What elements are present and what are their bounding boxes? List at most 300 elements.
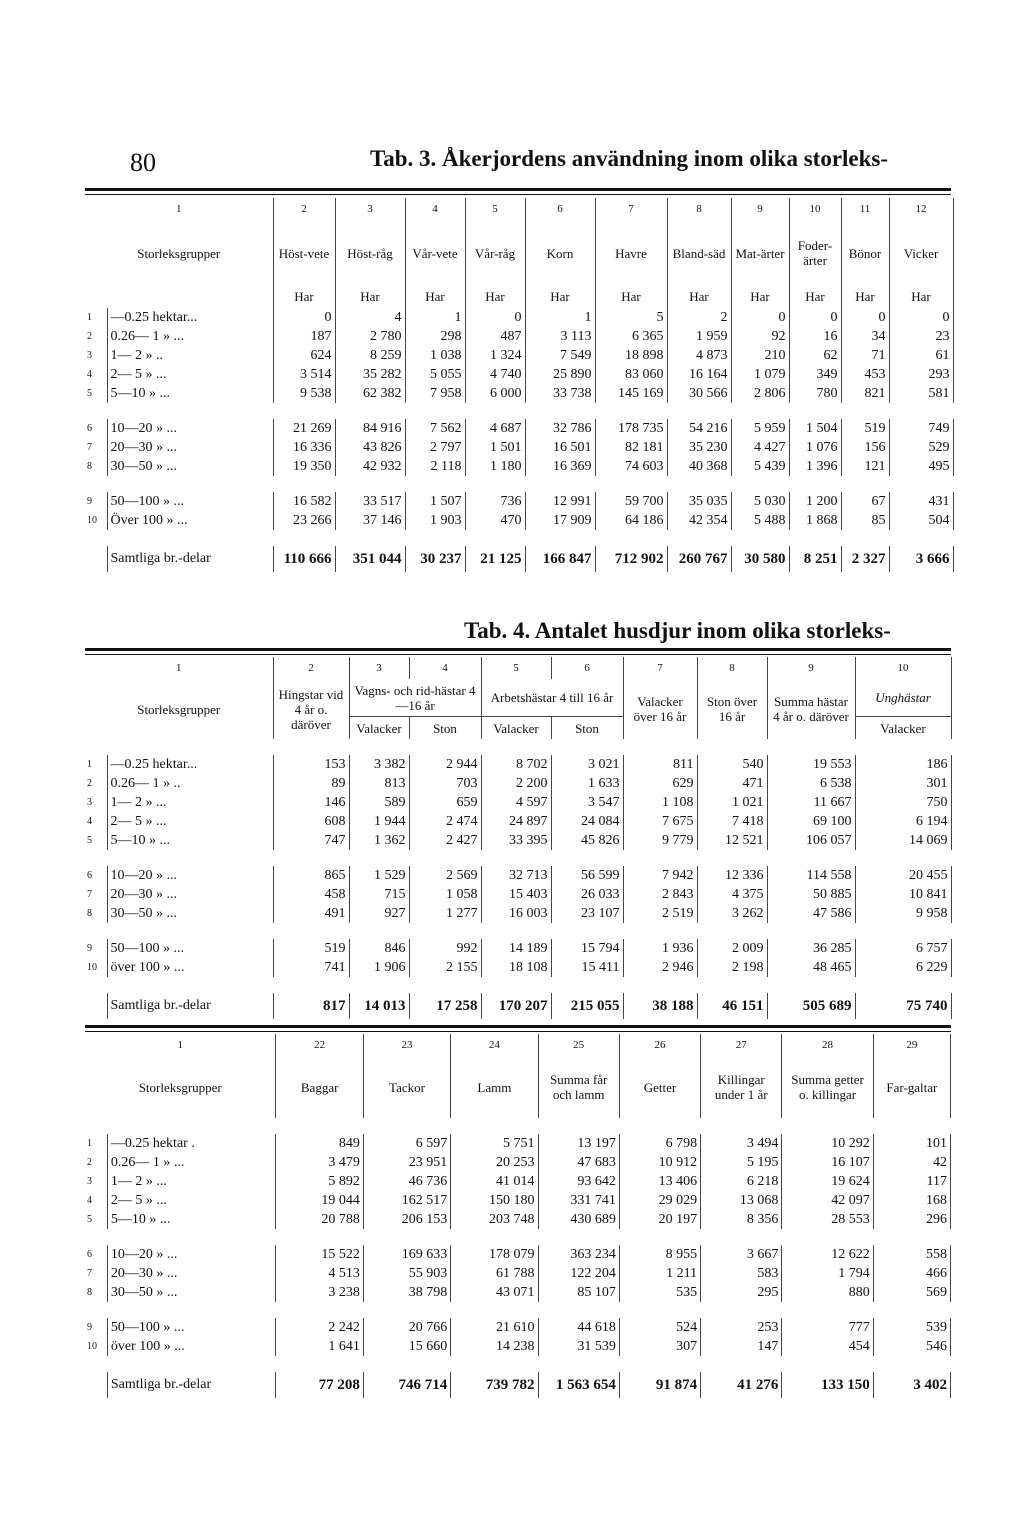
column-header: Ston över 16 år	[697, 679, 767, 739]
value-cell: 307	[619, 1337, 700, 1356]
table-row	[85, 793, 951, 812]
size-group-label: 30—50 » ...	[107, 1283, 276, 1302]
value-cell: 1 906	[349, 958, 409, 977]
value-cell: 11 667	[767, 793, 855, 812]
value-cell: 85 107	[538, 1283, 619, 1302]
value-cell: 45 826	[551, 831, 623, 850]
value-cell: 71	[841, 346, 889, 365]
value-cell: 471	[697, 774, 767, 793]
total-value: 746 714	[363, 1372, 450, 1398]
column-number: 10	[789, 198, 841, 220]
value-cell: 1	[525, 308, 595, 327]
total-row	[85, 993, 951, 1019]
value-cell: 865	[273, 866, 349, 885]
value-cell: 6 229	[855, 958, 951, 977]
row-gap	[85, 1229, 951, 1245]
row-number: 1	[85, 308, 107, 327]
value-cell: 540	[697, 755, 767, 774]
unit-spacer	[85, 286, 273, 308]
column-header: Tackor	[363, 1056, 450, 1118]
column-number: 7	[623, 657, 697, 679]
value-cell: 122 204	[538, 1264, 619, 1283]
value-cell: 16 369	[525, 457, 595, 476]
value-cell: 0	[273, 308, 335, 327]
column-number: 5	[465, 198, 525, 220]
value-cell: 3 494	[701, 1134, 782, 1153]
table-row	[85, 1245, 951, 1264]
column-header: Vår-råg	[465, 220, 525, 286]
column-header: Bland-säd	[667, 220, 731, 286]
value-cell: 32 713	[481, 866, 551, 885]
row-number: 1	[85, 1134, 107, 1153]
value-cell: 117	[873, 1172, 950, 1191]
value-cell: 145 169	[595, 384, 667, 403]
gap-cell	[85, 1229, 951, 1245]
value-cell: 9 958	[855, 904, 951, 923]
value-cell: 4 687	[465, 419, 525, 438]
value-cell: 16 164	[667, 365, 731, 384]
column-header: Baggar	[276, 1056, 363, 1118]
value-cell: 6 218	[701, 1172, 782, 1191]
row-gap	[85, 530, 953, 546]
value-cell: 736	[465, 492, 525, 511]
size-group-label: 2— 5 » ...	[107, 812, 273, 831]
value-cell: 20 197	[619, 1210, 700, 1229]
value-cell: 747	[273, 831, 349, 850]
value-cell: 7 549	[525, 346, 595, 365]
value-cell: 21 610	[451, 1318, 538, 1337]
value-cell: 15 660	[363, 1337, 450, 1356]
total-value: 30 237	[405, 546, 465, 572]
value-cell: 89	[273, 774, 349, 793]
column-header: Killingar under 1 år	[701, 1056, 782, 1118]
value-cell: 504	[889, 511, 953, 530]
column-header: Mat-ärter	[731, 220, 789, 286]
gap-cell	[85, 739, 951, 755]
table3-title: Tab. 3. Åkerjordens användning inom olika storleks-	[370, 146, 889, 171]
value-cell: 519	[841, 419, 889, 438]
value-cell: 2 797	[405, 438, 465, 457]
value-cell: 210	[731, 346, 789, 365]
value-cell: 84 916	[335, 419, 405, 438]
size-group-label: 5—10 » ...	[107, 831, 273, 850]
value-cell: 0	[465, 308, 525, 327]
value-cell: 811	[623, 755, 697, 774]
total-value: 505 689	[767, 993, 855, 1019]
value-cell: 206 153	[363, 1210, 450, 1229]
column-header: Valacker över 16 år	[623, 679, 697, 739]
column-number: 24	[451, 1034, 538, 1056]
row-gap	[85, 850, 951, 866]
column-header: Summa getter o. killingar	[782, 1056, 873, 1118]
value-cell: 558	[873, 1245, 950, 1264]
value-cell: 2 118	[405, 457, 465, 476]
column-number: 4	[409, 657, 481, 679]
table3-top-rule	[85, 188, 951, 191]
size-group-label: 0.26— 1 » ..	[107, 774, 273, 793]
unit-label: Har	[889, 286, 953, 308]
size-group-label: 20—30 » ...	[107, 438, 273, 457]
size-group-label: 30—50 » ...	[107, 457, 273, 476]
value-cell: 48 465	[767, 958, 855, 977]
gap-cell	[85, 850, 951, 866]
total-value: 215 055	[551, 993, 623, 1019]
size-group-label: Över 100 » ...	[107, 511, 273, 530]
table-row	[85, 904, 951, 923]
value-cell: 18 108	[481, 958, 551, 977]
table-row	[85, 308, 953, 327]
value-cell: 749	[889, 419, 953, 438]
value-cell: 1 501	[465, 438, 525, 457]
table-row	[85, 755, 951, 774]
value-cell: 4 375	[697, 885, 767, 904]
value-cell: 2 519	[623, 904, 697, 923]
value-cell: 9 779	[623, 831, 697, 850]
column-header: Korn	[525, 220, 595, 286]
value-cell: 6 757	[855, 939, 951, 958]
size-group-label: 10—20 » ...	[107, 419, 273, 438]
table-row	[85, 1153, 951, 1172]
column-number: 29	[873, 1034, 950, 1056]
value-cell: 624	[273, 346, 335, 365]
value-cell: 2 946	[623, 958, 697, 977]
value-cell: 7 675	[623, 812, 697, 831]
table-row	[85, 885, 951, 904]
value-cell: 186	[855, 755, 951, 774]
value-cell: 13 197	[538, 1134, 619, 1153]
gap-cell	[85, 476, 953, 492]
table-row	[85, 1134, 951, 1153]
value-cell: 5 030	[731, 492, 789, 511]
size-group-label: —0.25 hektar...	[107, 308, 273, 327]
value-cell: 821	[841, 384, 889, 403]
value-cell: 24 897	[481, 812, 551, 831]
value-cell: 813	[349, 774, 409, 793]
table-row	[85, 457, 953, 476]
column-header: Vagns- och rid-hästar 4—16 år	[349, 679, 481, 717]
value-cell: 6 000	[465, 384, 525, 403]
row-number: 8	[85, 457, 107, 476]
value-cell: 62 382	[335, 384, 405, 403]
gap-cell	[85, 403, 953, 419]
value-cell: 3 547	[551, 793, 623, 812]
value-cell: 880	[782, 1283, 873, 1302]
size-group-label: 20—30 » ...	[107, 885, 273, 904]
value-cell: 524	[619, 1318, 700, 1337]
value-cell: 2 474	[409, 812, 481, 831]
size-group-label: 10—20 » ...	[107, 866, 273, 885]
value-cell: 42	[873, 1153, 950, 1172]
table-row	[85, 1210, 951, 1229]
column-number: 28	[782, 1034, 873, 1056]
size-group-label: —0.25 hektar .	[107, 1134, 276, 1153]
value-cell: 849	[276, 1134, 363, 1153]
value-cell: 162 517	[363, 1191, 450, 1210]
size-group-label: 0.26— 1 » ...	[107, 1153, 276, 1172]
value-cell: 41 014	[451, 1172, 538, 1191]
value-cell: 187	[273, 327, 335, 346]
value-cell: 82 181	[595, 438, 667, 457]
size-group-label: 50—100 » ...	[107, 1318, 276, 1337]
page-number: 80	[130, 148, 156, 177]
table-row	[85, 346, 953, 365]
value-cell: 92	[731, 327, 789, 346]
value-cell: 12 336	[697, 866, 767, 885]
value-cell: 83 060	[595, 365, 667, 384]
row-gap	[85, 403, 953, 419]
table3-top-rule-2	[85, 194, 951, 195]
gap-cell	[85, 1118, 951, 1134]
value-cell: 13 406	[619, 1172, 700, 1191]
value-cell: 5 959	[731, 419, 789, 438]
value-cell: 6 597	[363, 1134, 450, 1153]
total-value: 38 188	[623, 993, 697, 1019]
value-cell: 17 909	[525, 511, 595, 530]
column-header: Summa hästar 4 år o. däröver	[767, 679, 855, 739]
value-cell: 178 079	[451, 1245, 538, 1264]
value-cell: 168	[873, 1191, 950, 1210]
value-cell: 3 667	[701, 1245, 782, 1264]
column-number: 10	[855, 657, 951, 679]
unit-label: Har	[405, 286, 465, 308]
value-cell: 703	[409, 774, 481, 793]
value-cell: 15 403	[481, 885, 551, 904]
value-cell: 331 741	[538, 1191, 619, 1210]
value-cell: 31 539	[538, 1337, 619, 1356]
column-header: Bönor	[841, 220, 889, 286]
value-cell: 12 622	[782, 1245, 873, 1264]
unit-label: Har	[667, 286, 731, 308]
value-cell: 69 100	[767, 812, 855, 831]
value-cell: 470	[465, 511, 525, 530]
value-cell: 1 038	[405, 346, 465, 365]
table-row	[85, 1318, 951, 1337]
value-cell: 1	[405, 308, 465, 327]
value-cell: 15 522	[276, 1245, 363, 1264]
column-header: Höst-råg	[335, 220, 405, 286]
row-number: 3	[85, 346, 107, 365]
size-group-label: 30—50 » ...	[107, 904, 273, 923]
value-cell: 26 033	[551, 885, 623, 904]
value-cell: 2	[667, 308, 731, 327]
value-cell: 15 794	[551, 939, 623, 958]
row-number: 6	[85, 1245, 107, 1264]
value-cell: 203 748	[451, 1210, 538, 1229]
value-cell: 1 944	[349, 812, 409, 831]
row-number: 6	[85, 866, 107, 885]
value-cell: 453	[841, 365, 889, 384]
unit-label: Har	[525, 286, 595, 308]
column-header: Vår-vete	[405, 220, 465, 286]
row-number: 2	[85, 774, 107, 793]
unit-row	[85, 286, 953, 308]
value-cell: 1 021	[697, 793, 767, 812]
total-label: Samtliga br.-delar	[107, 1372, 276, 1398]
value-cell: 10 292	[782, 1134, 873, 1153]
header-row	[85, 679, 951, 717]
value-cell: 6 798	[619, 1134, 700, 1153]
value-cell: 18 898	[595, 346, 667, 365]
column-header: Far-galtar	[873, 1056, 950, 1118]
total-value: 133 150	[782, 1372, 873, 1398]
value-cell: 24 084	[551, 812, 623, 831]
column-subheader: Valacker	[481, 717, 551, 740]
value-cell: 19 624	[782, 1172, 873, 1191]
row-gap	[85, 977, 951, 993]
column-number: 4	[405, 198, 465, 220]
total-value: 30 580	[731, 546, 789, 572]
value-cell: 1 936	[623, 939, 697, 958]
value-cell: 14 069	[855, 831, 951, 850]
row-number: 10	[85, 958, 107, 977]
value-cell: 16 501	[525, 438, 595, 457]
table-row	[85, 511, 953, 530]
total-value: 351 044	[335, 546, 405, 572]
table-row	[85, 1191, 951, 1210]
column-number: 8	[667, 198, 731, 220]
value-cell: 569	[873, 1283, 950, 1302]
size-group-label: 50—100 » ...	[107, 492, 273, 511]
size-group-label: 1— 2 » ...	[107, 793, 273, 812]
value-cell: 430 689	[538, 1210, 619, 1229]
row-number: 8	[85, 904, 107, 923]
value-cell: 12 521	[697, 831, 767, 850]
value-cell: 16	[789, 327, 841, 346]
value-cell: 62	[789, 346, 841, 365]
value-cell: 992	[409, 939, 481, 958]
value-cell: 12 991	[525, 492, 595, 511]
total-value: 739 782	[451, 1372, 538, 1398]
total-value: 17 258	[409, 993, 481, 1019]
value-cell: 2 843	[623, 885, 697, 904]
value-cell: 93 642	[538, 1172, 619, 1191]
value-cell: 0	[731, 308, 789, 327]
value-cell: 34	[841, 327, 889, 346]
value-cell: 529	[889, 438, 953, 457]
value-cell: 491	[273, 904, 349, 923]
unit-label: Har	[731, 286, 789, 308]
column-subheader: Valacker	[349, 717, 409, 740]
value-cell: 21 269	[273, 419, 335, 438]
column-number: 11	[841, 198, 889, 220]
table-row	[85, 384, 953, 403]
value-cell: 2 198	[697, 958, 767, 977]
value-cell: 16 107	[782, 1153, 873, 1172]
table-row	[85, 939, 951, 958]
value-cell: 153	[273, 755, 349, 774]
value-cell: 1 959	[667, 327, 731, 346]
total-value: 110 666	[273, 546, 335, 572]
value-cell: 29 029	[619, 1191, 700, 1210]
column-header: Hingstar vid 4 år o. däröver	[273, 679, 349, 739]
table-row	[85, 1264, 951, 1283]
row-number: 1	[85, 755, 107, 774]
table-row	[85, 492, 953, 511]
total-label: Samtliga br.-delar	[107, 546, 273, 572]
value-cell: 5	[595, 308, 667, 327]
value-cell: 1 362	[349, 831, 409, 850]
value-cell: 535	[619, 1283, 700, 1302]
gap-cell	[85, 977, 951, 993]
unit-label: Har	[273, 286, 335, 308]
value-cell: 3 021	[551, 755, 623, 774]
value-cell: 4 427	[731, 438, 789, 457]
row-gap	[85, 923, 951, 939]
value-cell: 35 035	[667, 492, 731, 511]
value-cell: 546	[873, 1337, 950, 1356]
value-cell: 23 107	[551, 904, 623, 923]
unit-label: Har	[789, 286, 841, 308]
value-cell: 46 736	[363, 1172, 450, 1191]
group-header: Storleksgrupper	[85, 1056, 276, 1118]
size-group-label: 2— 5 » ...	[107, 365, 273, 384]
value-cell: 296	[873, 1210, 950, 1229]
total-value: 75 740	[855, 993, 951, 1019]
table4-title: Tab. 4. Antalet husdjur inom olika storleks-	[464, 618, 891, 643]
size-group-label: över 100 » ...	[107, 1337, 276, 1356]
value-cell: 629	[623, 774, 697, 793]
value-cell: 54 216	[667, 419, 731, 438]
table-row	[85, 774, 951, 793]
value-cell: 169 633	[363, 1245, 450, 1264]
value-cell: 1 211	[619, 1264, 700, 1283]
size-group-label: 2— 5 » ...	[107, 1191, 276, 1210]
gap-cell	[85, 530, 953, 546]
value-cell: 150 180	[451, 1191, 538, 1210]
table-row	[85, 1337, 951, 1356]
total-value: 817	[273, 993, 349, 1019]
value-cell: 3 262	[697, 904, 767, 923]
total-value: 91 874	[619, 1372, 700, 1398]
size-group-label: 10—20 » ...	[107, 1245, 276, 1264]
column-number: 27	[701, 1034, 782, 1056]
value-cell: 106 057	[767, 831, 855, 850]
value-cell: 539	[873, 1318, 950, 1337]
value-cell: 741	[273, 958, 349, 977]
row-number: 10	[85, 1337, 107, 1356]
value-cell: 5 055	[405, 365, 465, 384]
value-cell: 298	[405, 327, 465, 346]
column-header: Summa får och lamm	[538, 1056, 619, 1118]
value-cell: 44 618	[538, 1318, 619, 1337]
column-number-row	[85, 198, 953, 220]
column-number: 1	[85, 1034, 276, 1056]
value-cell: 1 529	[349, 866, 409, 885]
value-cell: 19 553	[767, 755, 855, 774]
table-row	[85, 831, 951, 850]
column-header: Vicker	[889, 220, 953, 286]
value-cell: 458	[273, 885, 349, 904]
value-cell: 253	[701, 1318, 782, 1337]
value-cell: 101	[873, 1134, 950, 1153]
value-cell: 2 009	[697, 939, 767, 958]
row-number: 4	[85, 1191, 107, 1210]
value-cell: 581	[889, 384, 953, 403]
value-cell: 659	[409, 793, 481, 812]
value-cell: 36 285	[767, 939, 855, 958]
value-cell: 1 504	[789, 419, 841, 438]
value-cell: 40 368	[667, 457, 731, 476]
value-cell: 16 582	[273, 492, 335, 511]
row-gap	[85, 739, 951, 755]
row-number: 4	[85, 365, 107, 384]
column-header: Foder-ärter	[789, 220, 841, 286]
value-cell: 2 200	[481, 774, 551, 793]
total-value: 166 847	[525, 546, 595, 572]
value-cell: 1 079	[731, 365, 789, 384]
total-value: 21 125	[465, 546, 525, 572]
value-cell: 42 932	[335, 457, 405, 476]
